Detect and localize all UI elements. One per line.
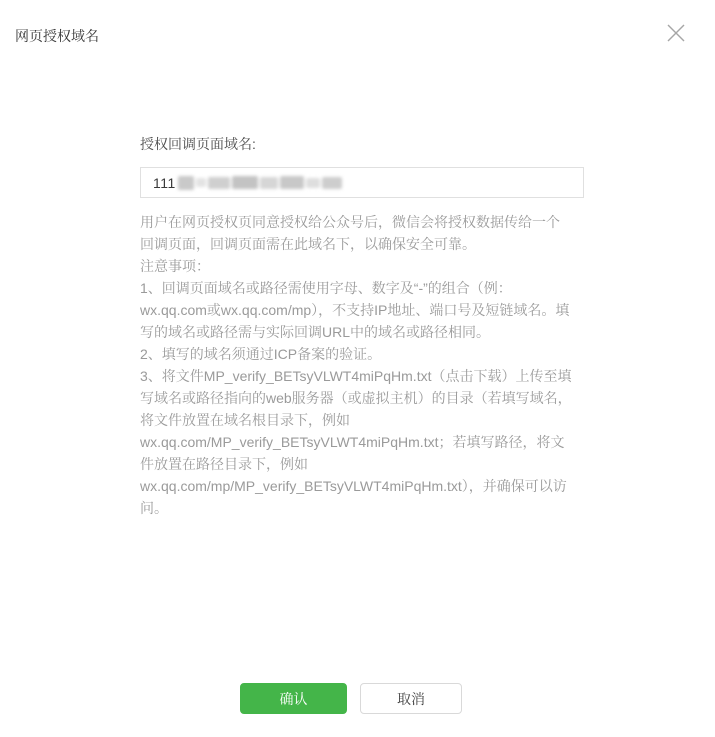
note-1: 1、回调页面域名或路径需使用字母、数字及“-”的组合（例：wx.qq.com或wx.qq.com/mp），不支持IP地址、端口号及短链域名。填写的域名或路径需与实际回调URL中的域名或路径相同。 (140, 280, 570, 340)
note-3 (140, 365, 572, 519)
intro-paragraph: 用户在网页授权页同意授权给公众号后，微信会将授权数据传给一个回调页面，回调页面需在此域名下，以确保安全可靠。 (140, 214, 560, 252)
note-2: 2、填写的域名须通过ICP备案的验证。 (140, 346, 382, 362)
note-3-prefix: 3、将文件 (140, 368, 204, 384)
dialog-title: 网页授权域名 (15, 28, 99, 44)
callback-domain-label: 授权回调页面域名: (140, 136, 256, 152)
notes-title: 注意事项： (140, 258, 210, 274)
redacted-value-blur (178, 176, 342, 190)
callback-domain-input[interactable] (140, 167, 584, 198)
download-link[interactable]: 点击下载 (445, 368, 502, 384)
note-3-paren-open: （ (431, 368, 446, 384)
dialog-footer (240, 683, 462, 714)
dialog-body (140, 136, 572, 519)
instructions-text (140, 211, 572, 519)
confirm-button[interactable]: 确认 (240, 683, 347, 714)
close-button[interactable] (665, 22, 687, 44)
note-3-rest: 上传至填写域名或路径指向的web服务器（或虚拟主机）的目录（若填写域名，将文件放置在域名根目录下，例如wx.qq.com/MP_verify_BETsyVLWT4miPqHm.txt；若填写路径，将文件放置在路径目录下，例如wx.qq.com/mp/MP_verify_BETsyVLWT4miPqHm.txt），并确保可以访问。 (140, 368, 572, 516)
verify-file-name: MP_verify_BETsyVLWT4miPqHm.txt (203, 368, 432, 384)
close-icon (665, 31, 687, 48)
cancel-button[interactable]: 取消 (360, 683, 462, 714)
note-3-paren-close: ） (501, 368, 516, 384)
input-value-prefix: 111 (153, 174, 176, 191)
